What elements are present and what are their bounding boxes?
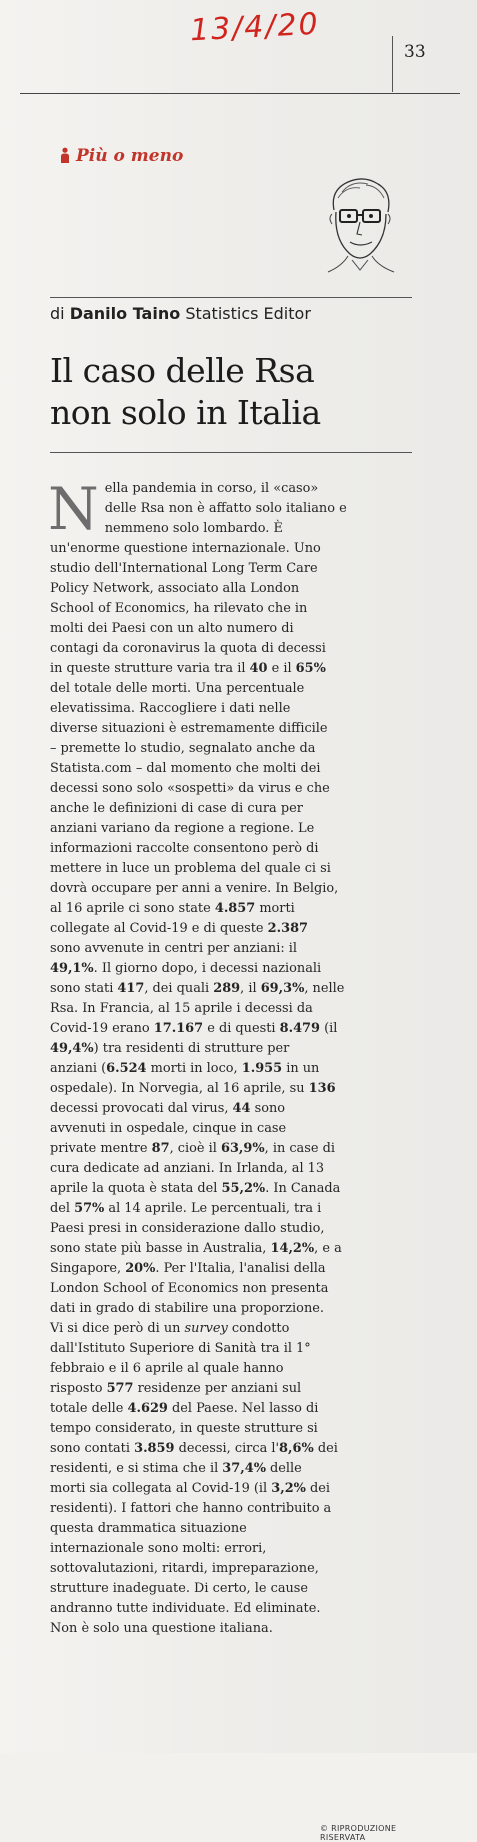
article-lines — [48, 475, 412, 1639]
article-line: residenti). I fattori che hanno contribuito a — [50, 1501, 332, 1516]
highlighted-figure: 577 — [106, 1381, 134, 1396]
headline-line-2: non solo in Italia — [50, 393, 321, 432]
highlighted-figure: 49,4% — [50, 1041, 94, 1056]
article-line: andranno tutte individuate. Ed eliminate. — [50, 1601, 321, 1616]
article-line: dati in grado di stabilire una proporzione. — [50, 1301, 324, 1316]
article-line: morti sia collegata al Covid-19 (il 3,2% dei — [50, 1481, 331, 1496]
highlighted-figure: 57% — [74, 1201, 105, 1216]
article-line: contagi da coronavirus la quota di decessi — [50, 641, 326, 656]
article-line: aprile la quota è stata del 55,2%. In Canada — [50, 1181, 341, 1196]
highlighted-figure: 40 — [249, 661, 268, 676]
article-line: School of Economics, ha rilevato che in — [50, 601, 308, 616]
article-line: cura dedicate ad anziani. In Irlanda, al 13 — [50, 1161, 325, 1176]
headline — [50, 350, 412, 434]
article-line: Rsa. In Francia, al 15 aprile i decessi da — [50, 1001, 313, 1016]
highlighted-figure: 14,2% — [270, 1241, 315, 1256]
highlighted-figure: 17.167 — [153, 1021, 204, 1036]
article-line: strutture inadeguate. Di certo, le cause — [50, 1581, 309, 1596]
article-line: anche le definizioni di case di cura per — [50, 801, 303, 816]
article-line: sono avvenute in centri per anziani: il — [50, 941, 297, 956]
highlighted-figure: 6.524 — [106, 1061, 147, 1076]
article-line: residenti, e si stima che il 37,4% delle — [50, 1461, 302, 1476]
highlighted-figure: 55,2% — [221, 1181, 266, 1196]
author-name: Danilo Taino — [69, 304, 181, 323]
article-line: Non è solo una questione italiana. — [50, 1621, 273, 1636]
article-line: molti dei Paesi con un alto numero di — [50, 621, 294, 636]
article-line: del 57% al 14 aprile. Le percentuali, tra i — [50, 1201, 322, 1216]
article-line: un'enorme questione internazionale. Uno — [50, 541, 321, 556]
rubric-person-icon — [60, 147, 70, 163]
highlighted-figure: 4.857 — [214, 901, 256, 916]
article-line: totale delle 4.629 del Paese. Nel lasso di — [50, 1401, 319, 1416]
article-line: al 16 aprile ci sono state 4.857 morti — [50, 901, 295, 916]
italic-term: survey — [184, 1321, 228, 1336]
article-line: Vi si dice però di un survey condotto — [50, 1321, 290, 1336]
handwritten-date: 13/4/20 — [189, 6, 321, 49]
rubric-label: Più o meno — [76, 146, 184, 166]
highlighted-figure: 417 — [117, 981, 145, 996]
page-number: 33 — [404, 42, 426, 62]
article-line: informazioni raccolte consentono però di — [50, 841, 319, 856]
article-line: 49,4%) tra residenti di strutture per — [50, 1041, 290, 1056]
highlighted-figure: 2.387 — [267, 921, 309, 936]
article-line: dovrà occupare per anni a venire. In Belgio, — [50, 881, 339, 896]
page-number-divider — [392, 36, 393, 92]
article-line: Paesi presi in considerazione dallo studio, — [50, 1221, 325, 1236]
highlighted-figure: 37,4% — [222, 1461, 266, 1476]
article-line: diverse situazioni è estremamente difficile — [50, 721, 328, 736]
article-line: febbraio e il 6 aprile al quale hanno — [50, 1361, 284, 1376]
highlighted-figure: 87 — [151, 1141, 170, 1156]
article-line: Singapore, 20%. Per l'Italia, l'analisi della — [50, 1261, 326, 1276]
highlighted-figure: 20% — [125, 1261, 156, 1276]
article-body — [48, 475, 412, 1639]
highlighted-figure: 289 — [213, 981, 241, 996]
article-line: dall'Istituto Superiore di Sanità tra il 1° — [50, 1341, 311, 1356]
article-line: questa drammatica situazione — [50, 1521, 247, 1536]
highlighted-figure: 69,3% — [260, 981, 305, 996]
article-line: – premette lo studio, segnalato anche da — [50, 741, 316, 756]
headline-line-1: Il caso delle Rsa — [50, 351, 315, 390]
byline — [50, 304, 311, 323]
article-line: London School of Economics non presenta — [50, 1281, 329, 1296]
highlighted-figure: 4.629 — [127, 1401, 168, 1416]
article-line: tempo considerato, in queste strutture si — [50, 1421, 318, 1436]
article-line: sono state più basse in Australia, 14,2%, e a — [50, 1241, 342, 1256]
article-line: sono stati 417, dei quali 289, il 69,3%, nelle — [50, 981, 345, 996]
article-line: 49,1%. Il giorno dopo, i decessi nazionali — [50, 961, 322, 976]
copyright-notice: © RIPRODUZIONE RISERVATA — [320, 1824, 397, 1842]
highlighted-figure: 44 — [232, 1101, 251, 1116]
article-line: anziani (6.524 morti in loco, 1.955 in un — [50, 1061, 320, 1076]
drop-cap: N — [48, 475, 99, 543]
article-line: risposto 577 residenze per anziani sul — [50, 1381, 302, 1396]
article-line: mettere in luce un problema del quale ci si — [50, 861, 331, 876]
article-line: elevatissima. Raccogliere i dati nelle — [50, 701, 291, 716]
article-line: delle Rsa non è affatto solo italiano e — [104, 501, 347, 516]
highlighted-figure: 1.955 — [241, 1061, 283, 1076]
byline-rule — [50, 297, 412, 298]
author-portrait-sketch — [308, 170, 408, 280]
byline-prefix: di — [50, 304, 65, 323]
article-line: private mentre 87, cioè il 63,9%, in case di — [50, 1141, 335, 1156]
article-line: internazionale sono molti: errori, — [50, 1541, 267, 1556]
highlighted-figure: 8.479 — [279, 1021, 320, 1036]
article-line: studio dell'International Long Term Care — [50, 561, 318, 576]
highlighted-figure: 8,6% — [279, 1441, 314, 1456]
article-line: sono contati 3.859 decessi, circa l'8,6% dei — [50, 1441, 338, 1456]
article-line: sottovalutazioni, ritardi, impreparazione, — [50, 1561, 319, 1576]
article-line: ella pandemia in corso, il «caso» — [104, 481, 319, 496]
highlighted-figure: 65% — [295, 661, 326, 676]
article-line: del totale delle morti. Una percentuale — [50, 681, 305, 696]
article-line: Policy Network, associato alla London — [50, 581, 300, 596]
article-line: ospedale). In Norvegia, al 16 aprile, su 136 — [50, 1081, 336, 1096]
highlighted-figure: 49,1% — [50, 961, 94, 976]
article-line: in queste strutture varia tra il 40 e il 65% — [50, 661, 326, 676]
rubric — [60, 146, 183, 166]
article-line: Statista.com – dal momento che molti dei — [50, 761, 321, 776]
highlighted-figure: 136 — [308, 1081, 336, 1096]
article-line: decessi sono solo «sospetti» da virus e che — [50, 781, 330, 796]
article-line: avvenuti in ospedale, cinque in case — [50, 1121, 287, 1136]
headline-rule — [50, 452, 412, 453]
header-rule — [20, 93, 460, 94]
article-line: Covid-19 erano 17.167 e di questi 8.479 (il — [50, 1021, 338, 1036]
highlighted-figure: 63,9% — [220, 1141, 265, 1156]
highlighted-figure: 3.859 — [134, 1441, 175, 1456]
article-line: nemmeno solo lombardo. È — [104, 521, 283, 536]
article-line: decessi provocati dal virus, 44 sono — [50, 1101, 286, 1116]
article-line: collegate al Covid-19 e di queste 2.387 — [50, 921, 309, 936]
article-line: anziani variano da regione a regione. Le — [50, 821, 315, 836]
author-role: Statistics Editor — [185, 304, 311, 323]
highlighted-figure: 3,2% — [271, 1481, 306, 1496]
